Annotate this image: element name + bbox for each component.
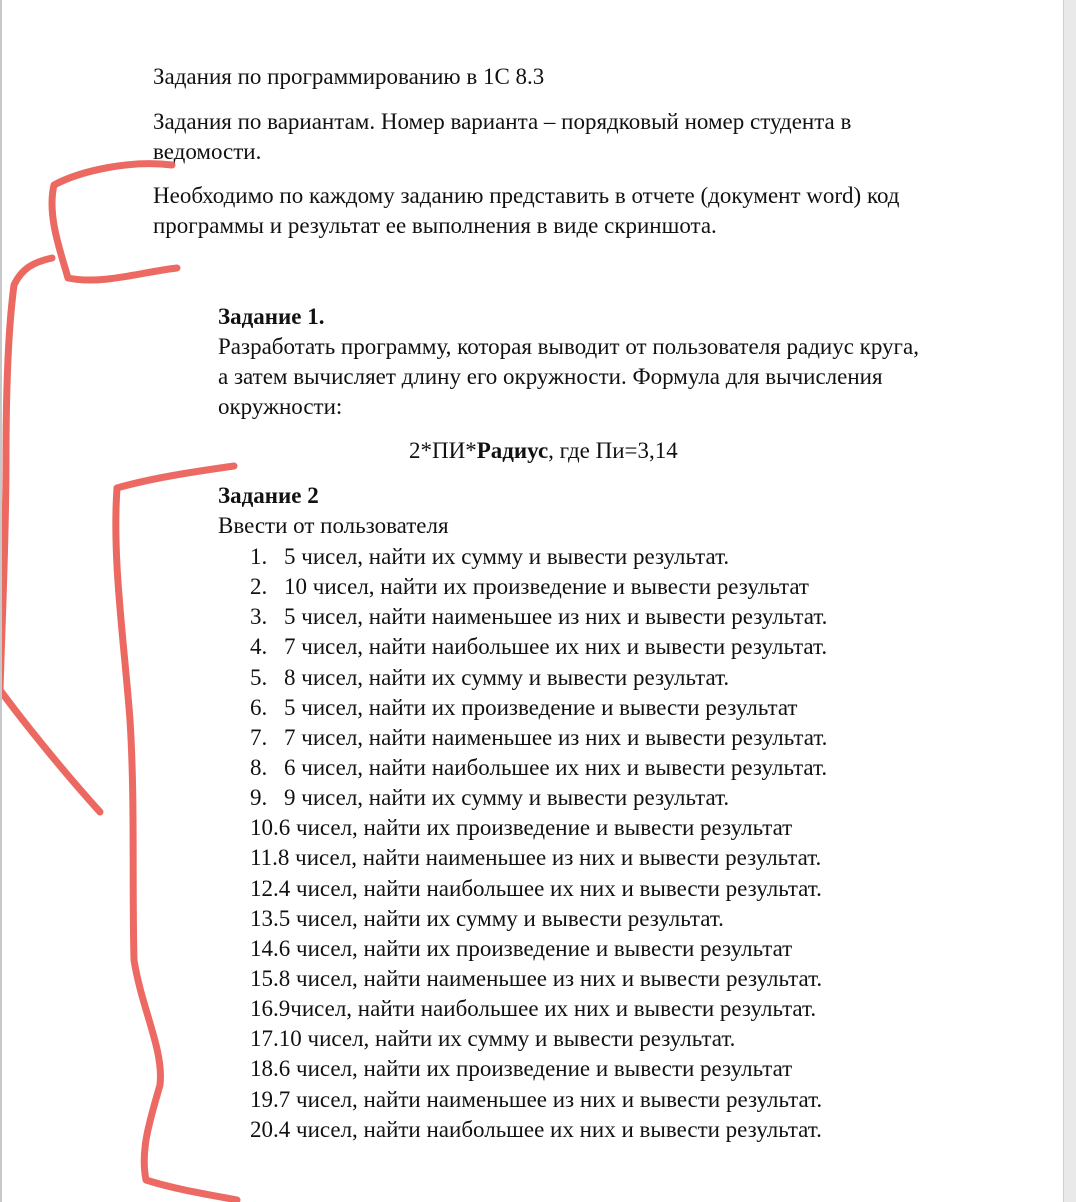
variant-item: [250, 783, 827, 813]
variant-text: 6 чисел, найти наибольшее их них и вывести результат.: [284, 754, 828, 780]
variant-number: 20.: [250, 1116, 279, 1142]
variant-text: 9чисел, найти наибольшее их них и вывести результат.: [278, 996, 817, 1022]
variant-text: 7 чисел, найти наименьшее из них и вывести результат.: [284, 724, 828, 750]
variant-item: [250, 1054, 827, 1084]
variant-item: [250, 602, 827, 632]
left-long-stroke: [2, 258, 100, 812]
variant-item: [250, 632, 827, 662]
variant-item: [250, 964, 827, 994]
variant-number: 19.: [250, 1086, 279, 1112]
variant-number: 5.: [250, 664, 268, 690]
formula-radius: Радиус: [476, 438, 549, 463]
variant-item: [250, 994, 827, 1024]
variant-list: [250, 542, 827, 1145]
variant-text: 7 чисел, найти наименьшее из них и вывести результат.: [278, 1086, 823, 1112]
variant-item: [250, 1024, 827, 1054]
variant-number: 1.: [250, 544, 268, 569]
variant-text: 5 чисел, найти их сумму и вывести результат.: [284, 544, 730, 569]
intro-line-2: ведомости.: [153, 139, 262, 164]
requirement-line-2: программы и результат ее выполнения в виде скриншота.: [153, 213, 717, 238]
variant-item: [250, 753, 827, 783]
variant-item: [250, 663, 827, 693]
variant-number: 10.: [250, 815, 279, 841]
variant-number: 7.: [250, 724, 268, 750]
variant-number: 11.: [250, 845, 278, 871]
variant-text: 6 чисел, найти их произведение и вывести результат: [278, 815, 793, 841]
variant-text: 7 чисел, найти наибольшее их них и вывести результат.: [284, 634, 828, 660]
task-1-title: Задание 1.: [218, 304, 325, 329]
task-1-line-3: окружности:: [218, 394, 343, 419]
variant-text: 6 чисел, найти их произведение и вывести результат: [278, 1056, 793, 1082]
variant-item: [250, 723, 827, 753]
task-1-line-1: Разработать программу, которая выводит от пользователя радиус круга,: [218, 334, 919, 359]
variant-number: 18.: [250, 1056, 279, 1082]
task-2-title: Задание 2: [218, 483, 319, 508]
formula-prefix: 2*ПИ*: [409, 438, 477, 463]
variant-number: 4.: [250, 634, 268, 660]
variant-item: [250, 1115, 827, 1145]
formula-suffix: , где Пи=3,14: [548, 438, 678, 463]
variant-text: 5 чисел, найти их произведение и вывести результат: [284, 694, 798, 720]
right-long-stroke: [116, 466, 237, 1200]
variant-item: [250, 1085, 827, 1115]
intro-line-1: Задания по вариантам. Номер варианта – порядковый номер студента в: [153, 109, 852, 134]
variant-number: 12.: [250, 875, 279, 901]
variant-text: 4 чисел, найти наибольшее их них и вывести результат.: [278, 1116, 822, 1142]
document-page: [2, 0, 1063, 1202]
variant-number: 3.: [250, 604, 268, 630]
variant-text: 9 чисел, найти их сумму и вывести результат.: [284, 785, 730, 811]
variant-text: 10 чисел, найти их произведение и вывести результат: [284, 574, 809, 600]
variant-text: 4 чисел, найти наибольшее их них и вывести результат.: [278, 875, 822, 901]
variant-number: 16.: [250, 996, 279, 1022]
requirement-line-1: Необходимо по каждому заданию представить в отчете (документ word) код: [153, 183, 900, 208]
variant-number: 9.: [250, 785, 268, 811]
variant-number: 6.: [250, 694, 268, 720]
task-1-formula: [409, 436, 678, 466]
variant-item: [250, 813, 827, 843]
variant-item: [250, 934, 827, 964]
variant-number: 17.: [250, 1026, 279, 1052]
variant-number: 8.: [250, 754, 268, 780]
variant-item: [250, 843, 827, 873]
variant-text: 8 чисел, найти их сумму и вывести результат.: [284, 664, 730, 690]
variant-number: 2.: [250, 574, 268, 600]
variant-text: 8 чисел, найти наименьшее из них и вывести результат.: [277, 845, 822, 871]
variant-item: [250, 904, 827, 934]
variant-text: 8 чисел, найти наименьшее из них и вывести результат.: [278, 965, 823, 991]
variant-item: [250, 572, 827, 602]
variant-number: 13.: [250, 905, 279, 931]
variant-text: 10 чисел, найти их сумму и вывести результат.: [278, 1026, 736, 1052]
variant-number: 14.: [250, 935, 279, 961]
variant-number: 15.: [250, 965, 279, 991]
variant-text: 5 чисел, найти наименьшее из них и вывести результат.: [284, 604, 828, 630]
variant-item: [250, 874, 827, 904]
variant-text: 5 чисел, найти их сумму и вывести результат.: [278, 905, 724, 931]
document-heading: Задания по программированию в 1С 8.3: [153, 64, 545, 89]
variant-text: 6 чисел, найти их произведение и вывести результат: [278, 935, 793, 961]
scrollbar-track[interactable]: [1063, 0, 1076, 1202]
variant-item: [250, 693, 827, 723]
task-2-subtitle: Ввести от пользователя: [218, 513, 449, 538]
variant-item: [250, 542, 827, 572]
task-1-line-2: а затем вычисляет длину его окружности. Формула для вычисления: [218, 364, 883, 389]
